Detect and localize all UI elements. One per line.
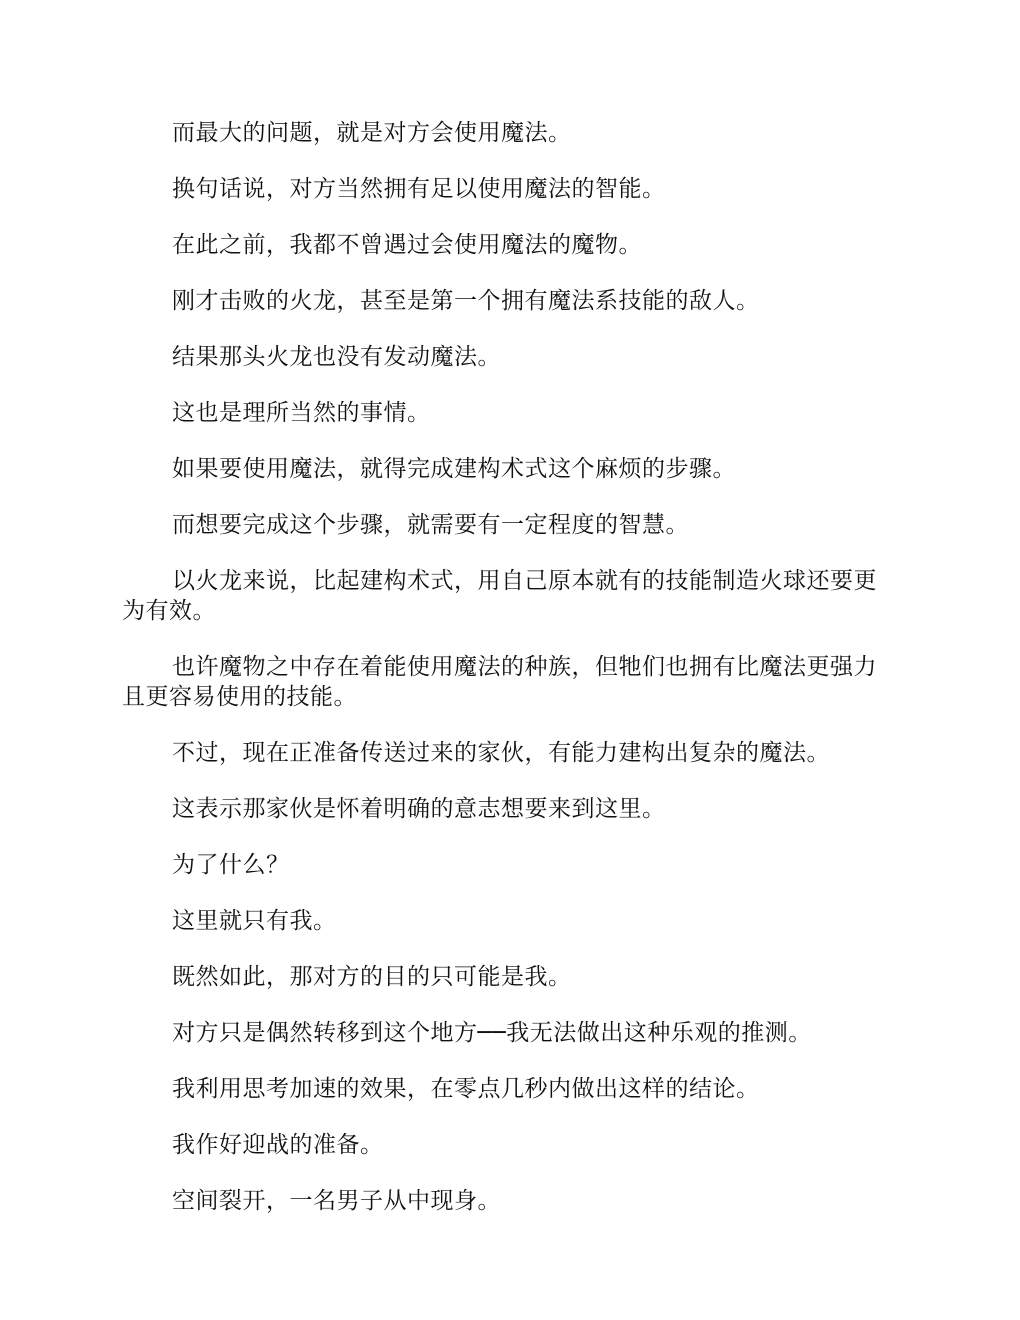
paragraph: 以火龙来说，比起建构术式，用自己原本就有的技能制造火球还要更为有效。 — [122, 568, 877, 624]
paragraph: 为了什么？ — [172, 852, 290, 878]
paragraph: 也许魔物之中存在着能使用魔法的种族，但牠们也拥有比魔法更强力且更容易使用的技能。 — [122, 654, 877, 710]
document-body — [122, 118, 900, 1242]
paragraph: 而最大的问题，就是对方会使用魔法。 — [172, 120, 572, 146]
paragraph: 这表示那家伙是怀着明确的意志想要来到这里。 — [172, 796, 666, 822]
paragraph: 而想要完成这个步骤，就需要有一定程度的智慧。 — [172, 512, 689, 538]
paragraph: 这也是理所当然的事情。 — [172, 400, 431, 426]
paragraph: 空间裂开，一名男子从中现身。 — [172, 1188, 501, 1214]
paragraph: 既然如此，那对方的目的只可能是我。 — [172, 964, 572, 990]
paragraph: 如果要使用魔法，就得完成建构术式这个麻烦的步骤。 — [172, 456, 736, 482]
paragraph: 我利用思考加速的效果，在零点几秒内做出这样的结论。 — [172, 1076, 760, 1102]
paragraph: 换句话说，对方当然拥有足以使用魔法的智能。 — [172, 176, 666, 202]
paragraph: 结果那头火龙也没有发动魔法。 — [172, 344, 501, 370]
paragraph: 刚才击败的火龙，甚至是第一个拥有魔法系技能的敌人。 — [172, 288, 760, 314]
paragraph: 在此之前，我都不曾遇过会使用魔法的魔物。 — [172, 232, 642, 258]
paragraph: 这里就只有我。 — [172, 908, 337, 934]
paragraph: 对方只是偶然转移到这个地方──我无法做出这种乐观的推测。 — [172, 1020, 812, 1046]
paragraph: 我作好迎战的准备。 — [172, 1132, 384, 1158]
paragraph: 不过，现在正准备传送过来的家伙，有能力建构出复杂的魔法。 — [172, 740, 830, 766]
